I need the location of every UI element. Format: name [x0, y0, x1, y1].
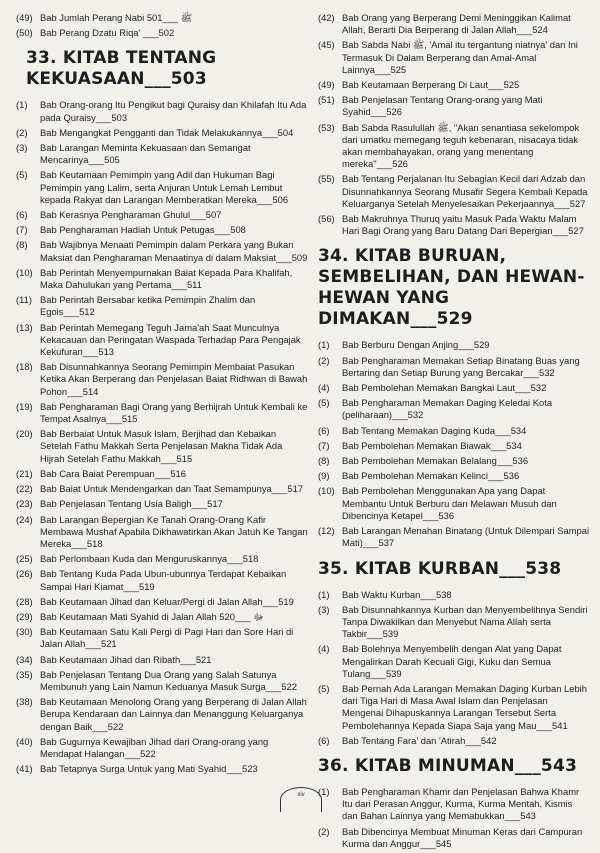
toc-entry-number: (13) — [16, 321, 33, 333]
toc-entry — [16, 654, 308, 666]
toc-entry-title: Bab Perang Dzatu Riqa' ___502 — [40, 27, 175, 39]
toc-entry — [318, 12, 590, 36]
toc-entry-title: Bab Keutamaan Mati Syahid di Jalan Allah ﷻ ___520 — [40, 610, 264, 622]
right-column — [318, 12, 590, 853]
toc-entry-number: (26) — [16, 568, 33, 580]
toc-entry-number: (6) — [16, 209, 28, 221]
toc-entry — [318, 786, 590, 823]
toc-entry — [16, 127, 308, 139]
toc-entry-title: Bab Larangan Meminta Kekuasaan dan Semangat Mencarinya___505 — [40, 142, 251, 166]
toc-entry-number: (1) — [318, 339, 330, 351]
toc-entry-number: (9) — [318, 470, 330, 482]
toc-entry-number: (20) — [16, 428, 33, 440]
toc-entry — [318, 425, 590, 437]
toc-entry-title: Bab Sabda Nabi ﷺ, 'Amal itu tergantung niatnya' dan Ini Termasuk Di Dalam Berperang dan Amal-Amal Lainnya___525 — [342, 39, 578, 75]
toc-entry-title: Bab Keutamaan Berperang Di Laut___525 — [342, 79, 520, 91]
toc-entry-number: (8) — [318, 455, 330, 467]
toc-entry-number: (35) — [16, 668, 33, 680]
toc-entry — [16, 209, 308, 221]
toc-entry-number: (51) — [318, 94, 335, 106]
toc-entry-number: (2) — [318, 825, 330, 837]
toc-entry-title: Bab Pernah Ada Larangan Memakan Daging Kurban Lebih dari Tiga Hari di Masa Awal Islam dan Penjelasan Mengenai Dihapuskannya Larangan Tersebut Serta Pembolehannya Kepada Siapa Saja yang Mau___541 — [342, 682, 587, 731]
toc-entry-title: Bab Pengharaman Memakan Setiap Binatang Buas yang Bertaring dan Setiap Burung yang Bercakar___532 — [342, 354, 580, 378]
toc-entry-title: Bab Perintah Menyempurnakan Baiat Kepada Para Khalifah, Maka Dahulukan yang Pertama___511 — [40, 266, 293, 291]
toc-entry — [16, 568, 308, 592]
toc-entry-title: Bab Waktu Kurban___538 — [342, 588, 452, 600]
toc-entry-number: (53) — [318, 121, 335, 133]
toc-entry — [16, 468, 308, 480]
toc-entry-title: Bab Pengharaman Bagi Orang yang Berhijrah Untuk Kembali ke Tempat Asalnya___515 — [40, 400, 308, 425]
toc-entry — [16, 626, 308, 650]
toc-entry-number: (28) — [16, 595, 33, 607]
toc-entry-number: (56) — [318, 213, 335, 225]
toc-entry-number: (11) — [16, 294, 32, 306]
toc-entry — [16, 361, 308, 398]
toc-entry — [318, 735, 590, 747]
toc-entry-number: (6) — [318, 424, 330, 436]
toc-entry-title: Bab Cara Baiat Perempuan___516 — [40, 467, 186, 479]
toc-entry-title: Bab Larangan Bepergian Ke Tanah Orang-Orang Kafir Membawa Mushaf Apabila Dikhawatirkan Akan Jatuh Ke Tangan Mereka___518 — [40, 513, 308, 549]
toc-entry-number: (19) — [16, 400, 33, 412]
toc-entry-title: Bab Disunnahkannya Kurban dan Menyembelihnya Sendiri Tanpa Diwakilkan dan Menyebut Nama Allah serta Takbir___539 — [342, 603, 588, 640]
toc-entry-number: (34) — [16, 653, 33, 665]
toc-entry-number: (8) — [16, 239, 28, 251]
toc-entry — [16, 294, 308, 318]
toc-entry-title: Bab Berburu Dengan Anjing___529 — [342, 339, 490, 351]
toc-entry — [318, 339, 590, 351]
toc-entry-number: (45) — [318, 39, 335, 51]
toc-entry-number: (38) — [16, 696, 33, 708]
heading-kitab-kekuasaan: 33. KITAB TENTANG KEKUASAAN___503 — [26, 48, 217, 90]
toc-entry-title: Bab Pembolehan Memakan Biawak___534 — [342, 439, 522, 451]
toc-entry-number: (29) — [16, 610, 33, 622]
toc-entry-title: Bab Pembolehan Memakan Bangkai Laut___532 — [342, 382, 547, 394]
toc-entry-title: Bab Pembolehan Memakan Kelinci___536 — [342, 470, 520, 482]
toc-entry — [318, 213, 590, 237]
toc-entry-title: Bab Penjelasan Tentang Orang-orang yang Mati Syahid___526 — [342, 94, 543, 118]
toc-entry — [318, 683, 590, 732]
toc-entry — [318, 122, 590, 171]
toc-entry — [318, 397, 590, 421]
toc-entry — [16, 553, 308, 565]
toc-entry-number: (21) — [16, 467, 33, 479]
toc-entry-number: (25) — [16, 553, 33, 565]
toc-entry-number: (24) — [16, 513, 33, 525]
toc-entry-number: (1) — [318, 588, 330, 600]
toc-entry-number: (12) — [318, 525, 335, 537]
toc-entry — [318, 79, 590, 91]
toc-entry-number: (49) — [318, 79, 335, 91]
toc-entry-title: Bab Tentang Memakan Daging Kuda___534 — [342, 424, 527, 436]
toc-entry-number: (6) — [318, 734, 330, 746]
toc-entry-number: (41) — [16, 763, 33, 775]
toc-entry — [16, 267, 308, 291]
toc-entry-title: Bab Pembolehan Memakan Belalang___536 — [342, 455, 529, 467]
toc-entry-number: (7) — [16, 224, 28, 236]
toc-entry — [318, 173, 590, 210]
toc-entry-title: Bab Jumlah Perang Nabi ﷺ ___501 — [40, 12, 193, 23]
toc-entry-title: Bab Perlombaan Kuda dan Menguruskannya___518 — [40, 553, 259, 565]
toc-entry-title: Bab Pembolehan Menggunakan Apa yang Dapat Membantu Untuk Berburu dan Melawan Musuh dan Dibencinya Ketapel___536 — [342, 485, 557, 521]
toc-entry — [318, 470, 590, 482]
toc-entry-title: Bab Makruhnya Thuruq yaitu Masuk Pada Waktu Malam Hari Bagi Orang yang Baru Datang Dari Bepergian___527 — [342, 213, 584, 237]
toc-entry-number: (10) — [16, 266, 33, 278]
toc-entry-title: Bab Pengharaman Hadiah Untuk Petugas___508 — [40, 224, 246, 236]
toc-entry-number: (3) — [318, 603, 330, 615]
toc-entry — [318, 525, 590, 549]
toc-entry-title: Bab Perintah Bersabar ketika Pemimpin Zhalim dan Egois___512 — [40, 294, 256, 318]
toc-entry — [16, 99, 308, 123]
toc-entry-number: (5) — [318, 682, 330, 694]
toc-entry — [16, 401, 308, 425]
toc-entry — [16, 239, 308, 263]
toc-entry-title: Bab Pengharaman Khamr dan Penjelasan Bahwa Khamr Itu dari Perasan Anggur, Kurma, Kurma Mentah, Kismis dan Bahan Lainnya yang Memabukkan___543 — [342, 785, 580, 822]
toc-entry-number: (55) — [318, 173, 335, 185]
toc-entry-title: Bab Tentang Kuda Pada Ubun-ubunnya Terdapat Kebaikan Sampai Hari Kiamat___519 — [40, 568, 287, 592]
toc-entry-title: Bab Keutamaan Jihad dan Ribath___521 — [40, 653, 212, 665]
toc-entry — [16, 142, 308, 166]
toc-entry — [16, 498, 308, 510]
toc-entry — [16, 736, 308, 760]
toc-entry — [318, 94, 590, 118]
toc-entry-number: (40) — [16, 735, 33, 747]
heading-kitab-buruan: 34. KITAB BURUAN, SEMBELIHAN, DAN HEWAN-HEWAN YANG DIMAKAN___529 — [318, 246, 585, 330]
toc-entry-title: Bab Dibencinya Membuat Minuman Keras dari Campuran Kurma dan Anggur___545 — [342, 825, 583, 849]
toc-entry-number: (7) — [318, 439, 330, 451]
toc-entry — [318, 604, 590, 641]
toc-entry — [318, 382, 590, 394]
toc-entry — [16, 763, 308, 775]
toc-entry-title: Bab Larangan Menahan Binatang (Untuk Dilempari Sampai Mati)___537 — [342, 525, 590, 549]
toc-entry-title: Bab Berbaiat Untuk Masuk Islam, Berjihad dan Kebaikan Setelah Fathu Makkah Serta Penjelasan Makna Tidak Ada Hijrah Setelah Fathu Makkah___515 — [40, 428, 283, 464]
toc-entry — [318, 355, 590, 379]
toc-entry — [318, 589, 590, 601]
toc-entry-title: Bab Tentang Fara' dan 'Atirah___542 — [342, 734, 497, 746]
toc-entry-title: Bab Orang-orang Itu Pengikut bagi Quraisy dan Khilafah Itu Ada pada Quraisy___503 — [40, 99, 307, 123]
toc-entry — [16, 224, 308, 236]
heading-kitab-kurban: 35. KITAB KURBAN___538 — [318, 558, 562, 579]
toc-entry-title: Bab Bolehnya Menyembelih dengan Alat yang Dapat Mengalirkan Darah Kecuali Gigi, Kuku dan Semua Tulang___539 — [342, 643, 562, 679]
toc-entry-title: Bab Penjelasan Tentang Dua Orang yang Salah Satunya Membunuh yang Lain Namun Keduanya Masuk Surga___522 — [40, 668, 297, 692]
toc-entry-title: Bab Penjelasan Tentang Usia Baligh___517 — [40, 498, 223, 510]
toc-entry-title: Bab Disunnahkannya Seorang Pemimpin Membaiat Pasukan Ketika Akan Berperang dan Penjelasan Baiat Ridhwan di Bawah Pohon___514 — [40, 361, 308, 397]
toc-entry — [16, 428, 308, 465]
toc-entry-number: (30) — [16, 626, 33, 638]
toc-entry-number: (2) — [16, 126, 28, 138]
toc-entry — [16, 322, 308, 359]
toc-entry — [16, 12, 308, 24]
toc-entry-title: Bab Keutamaan Satu Kali Pergi di Pagi Hari dan Sore Hari di Jalan Allah___521 — [40, 626, 294, 650]
toc-entry-title: Bab Sabda Rasulullah ﷺ, "Akan senantiasa sekelompok dari umatku memegang teguh kebenaran, nisacaya tidak akan membahayakan, orang yang menentang mereka"___526 — [342, 121, 580, 170]
toc-entry — [318, 485, 590, 522]
heading-kitab-minuman: 36. KITAB MINUMAN___543 — [318, 755, 578, 776]
toc-entry-number: (5) — [318, 397, 330, 409]
toc-entry-number: (3) — [16, 142, 28, 154]
toc-entry — [16, 611, 308, 623]
left-column — [16, 12, 308, 778]
page-number-ornament: xiv — [280, 787, 322, 812]
toc-entry — [16, 596, 308, 608]
toc-entry-title: Bab Tentang Perjalanan Itu Sebagian Kecil dari Adzab dan Disunnahkannya Seorang Musafir Segera Kembali Kepada Keluarganya Setelah Menyelesaikan Pekerjaannya___527 — [342, 173, 588, 209]
toc-entry-title: Bab Keutamaan Jihad dan Keluar/Pergi di Jalan Allah___519 — [40, 595, 294, 607]
toc-entry — [16, 169, 308, 206]
toc-entry-number: (50) — [16, 27, 33, 39]
toc-entry-number: (1) — [318, 785, 330, 797]
toc-entry — [318, 39, 590, 76]
toc-entry-title: Bab Kerasnya Pengharaman Ghulul___507 — [40, 209, 222, 221]
toc-entry — [318, 826, 590, 850]
toc-entry-number: (4) — [318, 643, 330, 655]
toc-entry-number: (23) — [16, 498, 33, 510]
toc-entry-title: Bab Orang yang Berperang Demi Meninggikan Kalimat Allah, Berarti Dia Berperang di Jalan Allah___524 — [342, 12, 571, 36]
toc-entry-title: Bab Perintah Memegang Teguh Jama'ah Saat Munculnya Kekacauan dan Peringatan Waspada Terhadap Para Pengajak Kekufuran___513 — [40, 321, 301, 358]
toc-entry-title: Bab Baiat Untuk Mendengarkan dan Taat Semampunya___517 — [40, 483, 304, 495]
toc-entry-title: Bab Wajibnya Menaati Pemimpin dalam Perkara yang Bukan Maksiat dan Pengharaman Menaatinya di dalam Maksiat___509 — [40, 239, 308, 263]
toc-entry-number: (2) — [318, 354, 330, 366]
toc-entry-title: Bab Keutamaan Pemimpin yang Adil dan Hukuman Bagi Pemimpin yang Lalim, serta Anjuran Untuk Lemah Lembut kepada Rakyat dan Larangan Memberatkan Mereka___506 — [40, 169, 289, 205]
toc-entry — [318, 643, 590, 680]
toc-entry-number: (10) — [318, 485, 335, 497]
toc-entry-title: Bab Tetapnya Surga Untuk yang Mati Syahid___523 — [40, 763, 258, 775]
toc-entry — [16, 669, 308, 693]
toc-entry — [318, 455, 590, 467]
toc-entry — [318, 440, 590, 452]
toc-entry-title: Bab Mengangkat Pengganti dan Tidak Melakukannya___504 — [40, 126, 294, 138]
toc-entry-title: Bab Pengharaman Memakan Daging Keledai Kota (peliharaan)___532 — [342, 397, 553, 421]
toc-entry — [16, 696, 308, 733]
toc-entry-title: Bab Gugurnya Kewajiban Jihad dari Orang-orang yang Mendapat Halangan___522 — [40, 735, 269, 759]
toc-entry-number: (42) — [318, 12, 335, 23]
toc-entry — [16, 27, 308, 39]
toc-entry-number: (22) — [16, 483, 33, 495]
toc-entry-title: Bab Keutamaan Menolong Orang yang Berperang di Jalan Allah Berupa Kendaraan dan Lainnya dan Menanggung Keluarganya dengan Baik___522 — [40, 696, 307, 732]
toc-entry-number: (4) — [318, 382, 330, 394]
toc-entry-number: (18) — [16, 361, 33, 373]
toc-entry-number: (49) — [16, 12, 33, 23]
toc-entry-number: (5) — [16, 169, 28, 181]
toc-entry-number: (1) — [16, 99, 28, 111]
toc-entry — [16, 514, 308, 551]
toc-entry — [16, 483, 308, 495]
